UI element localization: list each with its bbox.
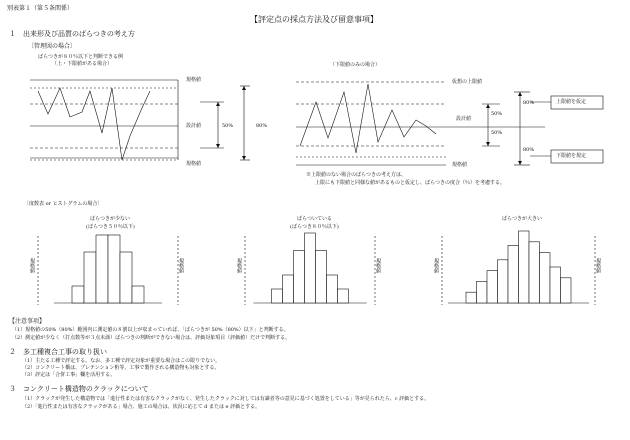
hist2-bar xyxy=(305,233,316,303)
section2-item-2: （2）コンクリート橋は、プレテンション桁等、工事で製作される構造物も対象とする。 xyxy=(22,365,220,371)
hist2-bar xyxy=(338,289,349,303)
left-design-label: 設計値 xyxy=(186,123,202,129)
section2-heading: ２ 多工種複合工事の取り扱い xyxy=(9,348,107,356)
right-pct50a: 50% xyxy=(491,111,503,117)
hist3-bar xyxy=(487,271,498,303)
hist1-bar xyxy=(132,286,144,303)
left-lower-label: 規格値 xyxy=(186,161,202,167)
left-pct80: 80% xyxy=(256,123,268,129)
note-item-2: （2）測定値が少なく（打点数等が３点未満）ばらつきの判断ができない場合は、評価対象項目（評価値）だけで判断する。 xyxy=(12,335,291,341)
mgmt-chart-label: 〔管理図の場合〕 xyxy=(28,43,77,50)
histogram-label: 〔度数表 or ヒストグラムの場合〕 xyxy=(24,201,103,207)
hist1-title2: (ばらつき５０％以下) xyxy=(86,224,135,230)
hist2-right-spec-label: 規格値 xyxy=(375,258,381,273)
hist2-bar xyxy=(294,251,305,304)
section3-heading: ３ コンクリート構造物のクラックについて xyxy=(9,385,149,393)
note-line2: 上限にも下限値と同様な値があるものと仮定し、ばらつきの度合（％）を考慮する。 xyxy=(315,180,505,186)
hist3-bar xyxy=(529,242,540,303)
hist1-bar xyxy=(120,252,132,303)
right-design-label: 設計値 xyxy=(456,116,472,122)
hist2-title2: (ばらつき８０％以下) xyxy=(290,224,339,230)
hist2-bar xyxy=(327,275,338,303)
hist3-bar xyxy=(498,260,509,303)
hist3-bar xyxy=(540,253,551,303)
right-lower-label: 規格値 xyxy=(452,162,468,168)
hist3-right-spec-label: 規格値 xyxy=(595,258,601,273)
right-pct50b: 50% xyxy=(491,130,503,136)
hist2-left-spec-label: 規格値 xyxy=(236,258,242,273)
define-lower-text: 下限値を規定 xyxy=(556,153,587,159)
page-title: 【評定点の採点方法及び留意事項】 xyxy=(250,15,378,24)
right-pct80a: 80% xyxy=(523,100,535,106)
assume-upper-text: 上限値を仮定 xyxy=(556,99,587,105)
hist3-left-spec-label: 規格値 xyxy=(433,258,439,273)
note-line1: ※上限値のない場合のばらつきの考え方は、 xyxy=(306,172,406,178)
section1-heading: １ 出来形及び品質のばらつきの考え方 xyxy=(9,30,135,38)
note-item-1: （1）規格値の50%（80%）範囲内に測定値の８割以上が収まっていれば、「ばらつきが 50%（80%）以下」と判断する。 xyxy=(12,327,289,333)
hist1-bar xyxy=(72,286,84,303)
hist3-bar xyxy=(519,231,530,303)
hist3-bar xyxy=(561,278,572,303)
hist1-bar xyxy=(96,235,108,303)
notes-heading: 【注意事項】 xyxy=(9,318,46,325)
hist1-right-spec-label: 規格値 xyxy=(178,258,184,273)
hist3-bar xyxy=(466,292,477,303)
section2-item-3: （3）評定は「合併工事」欄を活用する。 xyxy=(22,372,116,378)
hist3-bar xyxy=(550,267,561,303)
lower-only-label: （下限値のみの場合） xyxy=(330,62,381,68)
hist3-bar xyxy=(477,281,488,303)
hist2-bar xyxy=(283,275,294,303)
hist2-bar xyxy=(272,289,283,303)
hist2-bar xyxy=(316,251,327,304)
section3-item-1: （1）クラックが発生した構造物では「進行性または有害なクラックがなく、発生したクラックに対しては有識者等の意見に基づく処置をしている」等が見られたら、c 評価とする。 xyxy=(22,396,430,402)
hist1-bar xyxy=(84,252,96,303)
right-pct80b: 80% xyxy=(523,147,535,153)
example-line2: （上・下限値がある場合） xyxy=(52,61,113,67)
hist3-title1: ばらつきが大きい xyxy=(502,216,542,222)
hist2-title1: ばらついている xyxy=(297,216,332,222)
hist1-title1: ばらつきが少ない xyxy=(90,216,130,222)
example-line1: ばらつきが８０％以下と判断できる例 xyxy=(38,54,123,60)
section2-item-1: （1）主たる工種で評定する。なお、多工種で評定対象が重要な場合はこの限りでない。 xyxy=(22,358,221,364)
section3-item-2: （2）「進行性または有害なクラックがある」場合、施工の場合は、状況に応じて d または e 評価とする。 xyxy=(22,404,261,410)
hist3-bar xyxy=(508,245,519,303)
virtual-upper-label: 仮想の上限値 xyxy=(452,79,483,85)
left-pct50: 50% xyxy=(222,123,234,129)
left-upper-label: 規格値 xyxy=(186,77,202,83)
hist1-bar xyxy=(108,235,120,303)
hist1-left-spec-label: 規格値 xyxy=(29,258,35,273)
table-ref: 別表第１（第５条関係） xyxy=(7,5,74,12)
